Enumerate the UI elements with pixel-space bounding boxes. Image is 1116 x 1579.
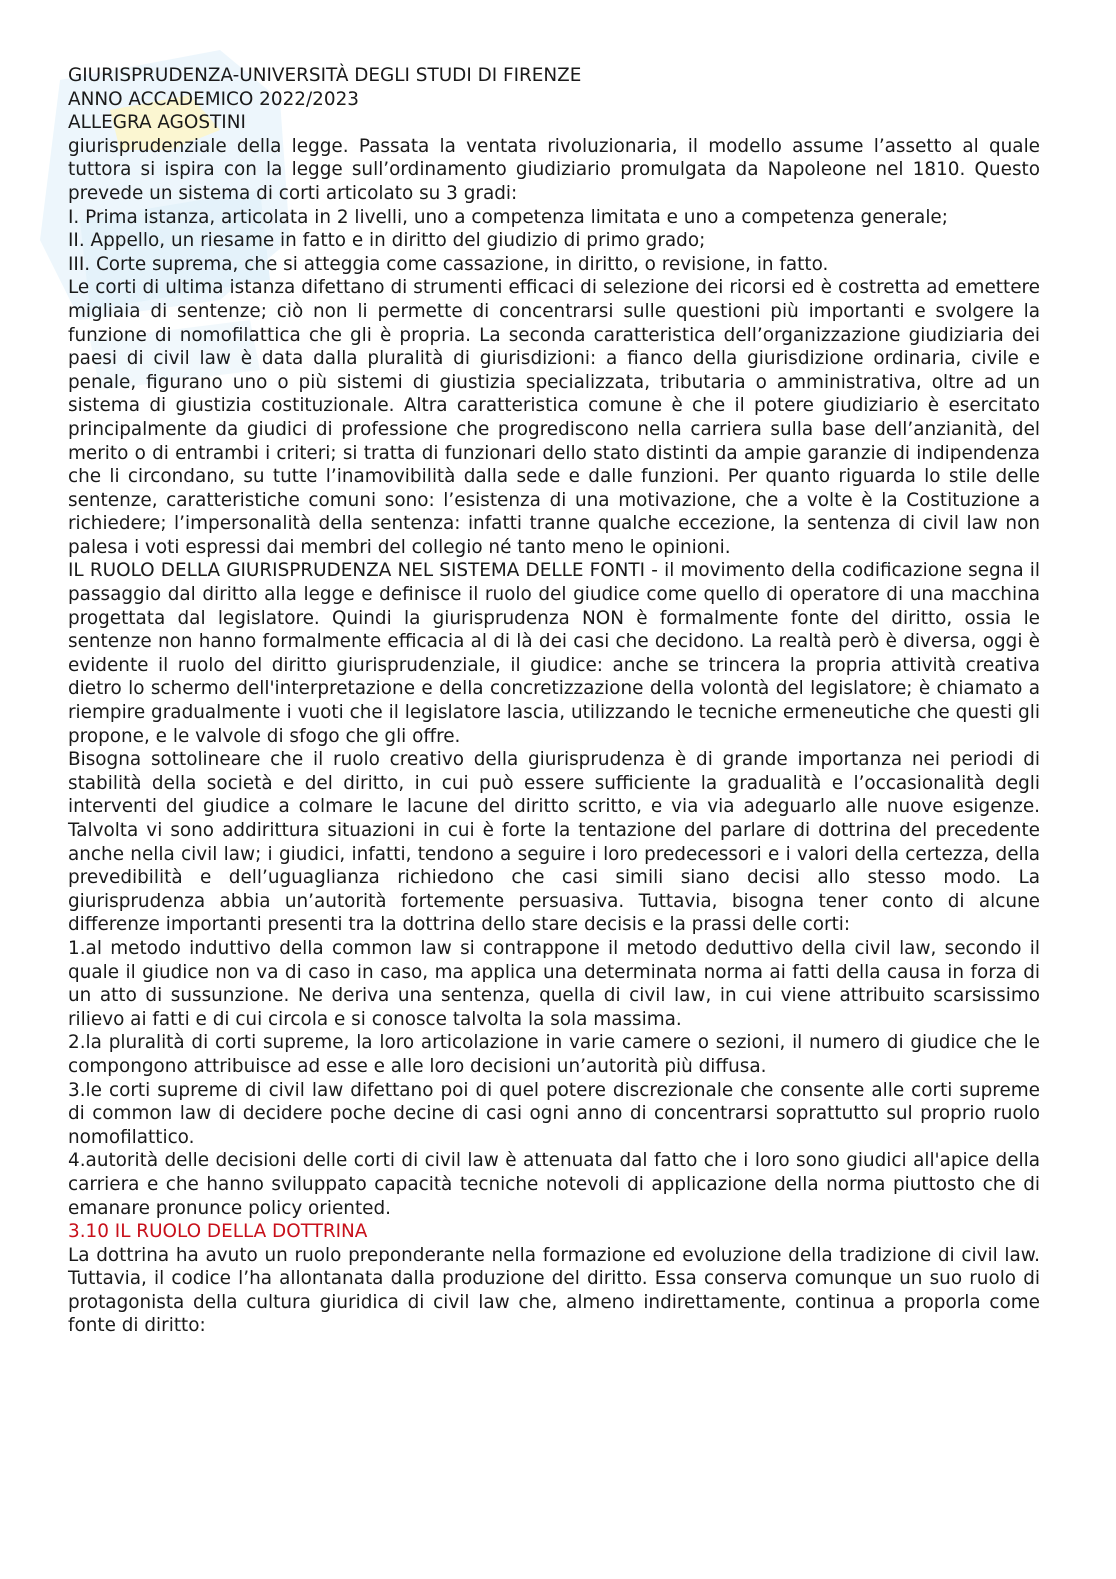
list-item-differenza-2: 2.la pluralità di corti supreme, la loro articolazione in varie camere o sezioni, il numero di giudice che le compongono attribuisce ad esse e alle loro decisioni un’autorità più diffusa. — [68, 1032, 1040, 1077]
list-item-differenza-1: 1.al metodo induttivo della common law si contrappone il metodo deduttivo della civil law, secondo il quale il giudice non va di caso in caso, ma applica una determinata norma ai fatti della causa in forza di un atto di sussunzione. Ne deriva una sentenza, quella di civil law, in cui viene attribuito scarsissimo rilievo ai fatti e di cui circola e si conosce talvolta la sola massima. — [68, 937, 1040, 1030]
paragraph-corti-ultima-istanza: Le corti di ultima istanza difettano di strumenti efficaci di selezione dei ricorsi ed è costretta ad emettere migliaia di sentenze; ciò non li permette di concentrarsi sulle questioni più importanti e svolgere la funzione di nomofilattica che gli è propria. La seconda caratteristica dell’organizzazione giudiziaria dei paesi di civil law è data dalla pluralità di giurisdizioni: a fianco della giurisdizione ordinaria, civile e penale, figurano uno o più sistemi di giustizia specializzata, tributaria o amministrativa, oltre ad un sistema di giustizia costituzionale. Altra caratteristica comune è che il potere giudiziario è esercitato principalmente da giudici di professione che progrediscono nella carriera sulla base dell’anzianità, del merito o di entrambi i criteri; si tratta di funzionari dello stato distinti da ampie garanzie di indipendenza che li circondano, su tutte l’inamovibilità dalla sede e dalle funzioni. Per quanto riguarda lo stile delle sentenze, caratteristiche comuni sono: l’esistenza di una motivazione, che a volte è la Costituzione a richiedere; l’impersonalità della sentenza: infatti tranne qualche eccezione, la sentenza di civil law non palesa i voti espressi dai membri del collegio né tanto meno le opinioni. — [68, 277, 1040, 558]
list-item-differenza-4: 4.autorità delle decisioni delle corti di civil law è attenuata dal fatto che i loro sono giudici all'apice della carriera e che hanno sviluppato capacità tecniche notevoli di applicazione della norma piuttosto che di emanare pronunce policy oriented. — [68, 1150, 1040, 1219]
list-item-differenza-3: 3.le corti supreme di civil law difettano poi di quel potere discrezionale che consente alle corti supreme di common law di decidere poche decine di casi ogni anno di concentrarsi soprattutto sul proprio ruolo nomofilattico. — [68, 1079, 1040, 1148]
paragraph-dottrina: La dottrina ha avuto un ruolo preponderante nella formazione ed evoluzione della tradizione di civil law. Tuttavia, il codice l’ha allontanata dalla produzione del diritto. Essa conserva comunque un suo ruolo di protagonista della cultura giuridica di civil law che, almeno indirettamente, continua a proporla come fonte di diritto: — [68, 1244, 1040, 1337]
document-page — [68, 64, 1040, 1338]
header-university: GIURISPRUDENZA-UNIVERSITÀ DEGLI STUDI DI FIRENZE — [68, 65, 582, 86]
paragraph-ordinamento: giurisprudenziale della legge. Passata la ventata rivoluzionaria, il modello assume l’assetto al quale tuttora si ispira con la legge sull’ordinamento giudiziario promulgata da Napoleone nel 1810. Questo prevede un sistema di corti articolato su 3 gradi: — [68, 135, 1040, 204]
list-item-grado-3: III. Corte suprema, che si atteggia come cassazione, in diritto, o revisione, in fatto. — [68, 253, 829, 275]
list-item-grado-1: I. Prima istanza, articolata in 2 livelli, uno a competenza limitata e uno a competenza generale; — [68, 206, 948, 228]
section-heading-dottrina: 3.10 IL RUOLO DELLA DOTTRINA — [68, 1221, 368, 1243]
header-academic-year: ANNO ACCADEMICO 2022/2023 — [68, 88, 359, 110]
paragraph-ruolo-creativo: Bisogna sottolineare che il ruolo creativo della giurisprudenza è di grande importanza nei periodi di stabilità della società e del diritto, in cui può essere sufficiente la gradualità e l’occasionalità degli interventi del giudice a colmare le lacune del diritto scritto, e via via adeguarlo alle nuove esigenze. Talvolta vi sono addirittura situazioni in cui è forte la tentazione del parlare di dottrina del precedente anche nella civil law; i giudici, infatti, tendono a seguire i loro predecessori e i valori della certezza, della prevedibilità e dell’uguaglianza richiedono che casi simili siano decisi allo stesso modo. La giurisprudenza abbia un’autorità fortemente persuasiva. Tuttavia, bisogna tener conto di alcune differenze importanti presenti tra la dottrina dello stare decisis e la prassi delle corti: — [68, 749, 1040, 936]
header-author: ALLEGRA AGOSTINI — [68, 112, 246, 134]
list-item-grado-2: II. Appello, un riesame in fatto e in diritto del giudizio di primo grado; — [68, 230, 706, 252]
paragraph-ruolo-giurisprudenza: IL RUOLO DELLA GIURISPRUDENZA NEL SISTEMA DELLE FONTI - il movimento della codificazione segna il passaggio dal diritto alla legge e definisce il ruolo del giudice come quello di operatore di una macchina progettata dal legislatore. Quindi la giurisprudenza NON è formalmente fonte del diritto, ossia le sentenze non hanno formalmente efficacia al di là dei casi che decidono. La realtà però è diversa, oggi è evidente il ruolo del diritto giurisprudenziale, il giudice: anche se trincera la propria attività creativa dietro lo schermo dell'interpretazione e della concretizzazione della volontà del legislatore; è chiamato a riempire gradualmente i vuoti che il legislatore lascia, utilizzando le tecniche ermeneutiche che questi gli propone, e le valvole di sfogo che gli offre. — [68, 560, 1040, 747]
